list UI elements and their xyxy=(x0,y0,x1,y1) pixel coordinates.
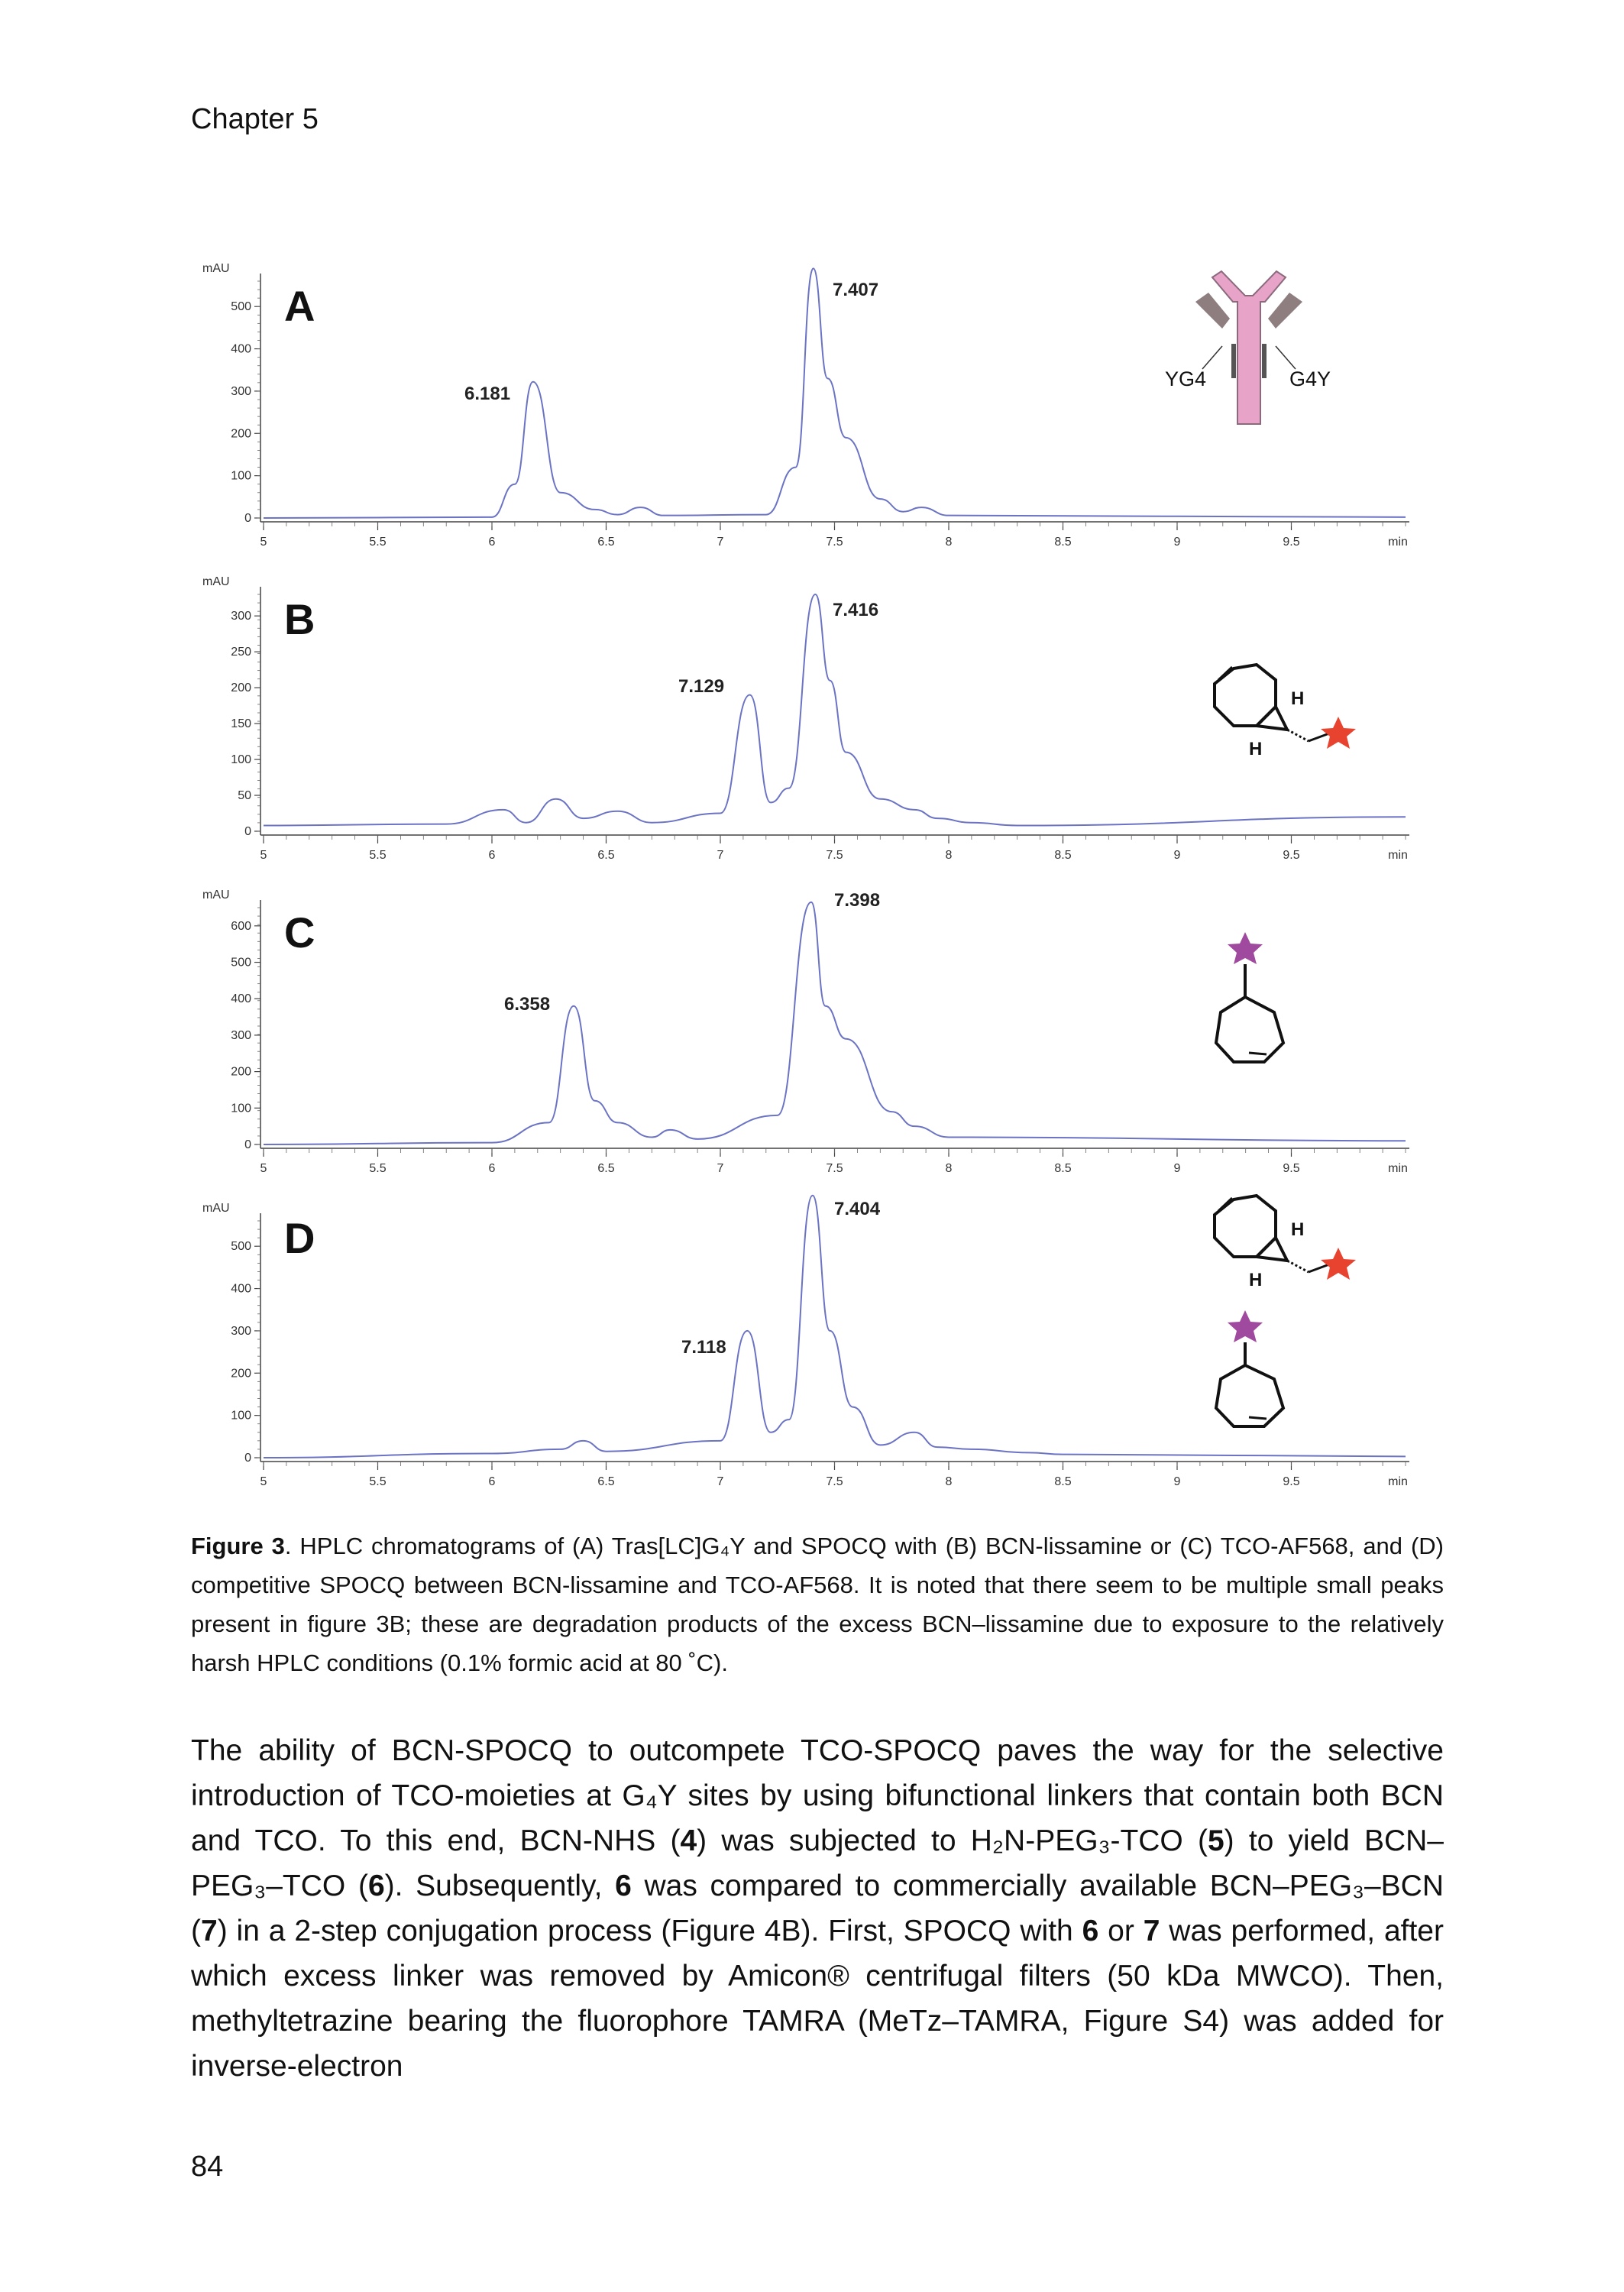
x-tick-label: 9.5 xyxy=(1283,1162,1300,1175)
y-unit-label: mAU xyxy=(202,262,230,275)
x-tick-label: 5 xyxy=(260,849,267,862)
h-label: H xyxy=(1291,1219,1305,1240)
panel-d xyxy=(202,1196,1409,1488)
bcn-lissamine-icon xyxy=(1215,665,1356,759)
x-tick-label: 7 xyxy=(717,849,724,862)
y-tick-label: 200 xyxy=(231,681,251,695)
peak-label: 7.407 xyxy=(833,280,879,300)
body-text-segment: The ability of BCN-SPOCQ to outcompete TCO-SPOCQ paves the way for the selective introduction of TCO-moieties at G₄Y sites by using bifunctional linkers that contain both BCN and TCO. To this end, BCN-NHS ( xyxy=(191,1734,1444,1857)
x-tick-label: 8 xyxy=(945,1162,953,1175)
x-tick-label: min xyxy=(1388,1162,1408,1175)
y-tick-label: 50 xyxy=(238,789,251,803)
body-paragraph xyxy=(191,1728,1444,2089)
x-tick-label: 8.5 xyxy=(1054,849,1072,862)
h-label: H xyxy=(1291,688,1305,709)
x-tick-label: 9.5 xyxy=(1283,1475,1300,1488)
y-tick-label: 150 xyxy=(231,717,251,731)
running-header: Chapter 5 xyxy=(191,103,319,135)
peak-label: 6.181 xyxy=(464,384,511,404)
x-tick-label: 5.5 xyxy=(369,1475,387,1488)
x-tick-label: 9.5 xyxy=(1283,536,1300,549)
x-tick-label: 6.5 xyxy=(597,536,615,549)
x-tick-label: 8 xyxy=(945,1475,953,1488)
panel-letter-d: D xyxy=(284,1214,315,1262)
x-tick-label: 6.5 xyxy=(597,849,615,862)
x-tick-label: min xyxy=(1388,849,1408,862)
y-tick-label: 300 xyxy=(231,610,251,623)
x-tick-label: 6.5 xyxy=(597,1475,615,1488)
y-unit-label: mAU xyxy=(202,1202,230,1215)
panel-b xyxy=(202,575,1409,862)
h-label: H xyxy=(1249,739,1263,759)
y-unit-label: mAU xyxy=(202,575,230,588)
page-number: 84 xyxy=(191,2151,224,2183)
peak-label: 7.129 xyxy=(678,676,725,697)
x-tick-label: 5.5 xyxy=(369,536,387,549)
purple-star-icon xyxy=(1228,1310,1263,1342)
caption-text: . HPLC chromatograms of (A) Tras[LC]G₄Y and SPOCQ with (B) BCN-lissamine or (C) TCO-AF568, and (D) competitive SPOCQ between BCN-lissamine and TCO-AF568. It is noted that there seem to be multiple small peaks present in figure 3B; these are degradation products of the excess BCN–lissamine due to exposure to the relatively harsh HPLC conditions (0.1% formic acid at 80 ˚C). xyxy=(191,1533,1444,1676)
y-tick-label: 0 xyxy=(244,1452,251,1465)
x-tick-label: 9 xyxy=(1173,1475,1181,1488)
y-tick-label: 400 xyxy=(231,342,251,356)
y-tick-label: 400 xyxy=(231,992,251,1006)
x-tick-label: 6 xyxy=(488,1162,496,1175)
y-tick-label: 600 xyxy=(231,919,251,933)
compound-number: 7 xyxy=(201,1915,218,1947)
body-text-segment: ) in a 2-step conjugation process (Figure 4B). First, SPOCQ with xyxy=(217,1915,1082,1947)
panel-a xyxy=(202,262,1409,549)
x-tick-label: 8 xyxy=(945,536,953,549)
x-tick-label: 9 xyxy=(1173,536,1181,549)
y-tick-label: 0 xyxy=(244,512,251,525)
figure-caption xyxy=(191,1526,1444,1682)
body-text-segment: or xyxy=(1098,1915,1144,1947)
x-tick-label: min xyxy=(1388,1475,1408,1488)
body-text-segment: ) to yield BCN–PEG₃–TCO ( xyxy=(191,1824,1444,1902)
red-star-icon xyxy=(1321,717,1356,749)
x-tick-label: 9 xyxy=(1173,1162,1181,1175)
x-tick-label: 5 xyxy=(260,1475,267,1488)
y-tick-label: 0 xyxy=(244,1138,251,1151)
x-tick-label: 7.5 xyxy=(826,536,843,549)
y-tick-label: 200 xyxy=(231,1367,251,1381)
purple-star-icon xyxy=(1228,932,1263,964)
x-tick-label: 5.5 xyxy=(369,1162,387,1175)
figure-label: Figure 3 xyxy=(191,1533,285,1559)
red-star-icon xyxy=(1321,1248,1356,1280)
peak-label: 7.118 xyxy=(681,1337,726,1358)
y-tick-label: 0 xyxy=(244,825,251,838)
compound-number: 6 xyxy=(367,1870,385,1902)
bcn-lissamine-icon xyxy=(1215,1196,1356,1290)
x-tick-label: 6 xyxy=(488,849,496,862)
panel-letter-b: B xyxy=(284,595,315,643)
y-tick-label: 250 xyxy=(231,646,251,659)
y-tick-label: 200 xyxy=(231,427,251,441)
g4y-label: G4Y xyxy=(1289,367,1331,390)
compound-number: 5 xyxy=(1207,1824,1224,1857)
y-tick-label: 100 xyxy=(231,1102,251,1115)
h-label: H xyxy=(1249,1270,1263,1290)
y-unit-label: mAU xyxy=(202,889,230,902)
y-tick-label: 300 xyxy=(231,1324,251,1338)
x-tick-label: 5 xyxy=(260,1162,267,1175)
body-text-segment: was performed, after which excess linker was removed by Amicon® centrifugal filters (50 kDa MWCO). Then, methyltetrazine bearing the fluorophore TAMRA (MeTz–TAMRA, Figure S4) was added for inverse-electron xyxy=(191,1915,1444,2083)
x-tick-label: 8.5 xyxy=(1054,536,1072,549)
x-tick-label: 6 xyxy=(488,1475,496,1488)
peak-label: 7.398 xyxy=(834,890,881,911)
chromatogram-trace xyxy=(264,268,1406,518)
peak-label: 7.404 xyxy=(834,1199,881,1219)
y-tick-label: 500 xyxy=(231,956,251,970)
panel-letter-c: C xyxy=(284,908,315,957)
x-tick-label: 7 xyxy=(717,1162,724,1175)
x-tick-label: 8.5 xyxy=(1054,1162,1072,1175)
x-tick-label: 9 xyxy=(1173,849,1181,862)
compound-number: 6 xyxy=(615,1870,632,1902)
y-tick-label: 400 xyxy=(231,1282,251,1296)
x-tick-label: 8 xyxy=(945,849,953,862)
y-tick-label: 500 xyxy=(231,300,251,314)
x-tick-label: 7 xyxy=(717,536,724,549)
compound-number: 6 xyxy=(1082,1915,1099,1947)
x-tick-label: 7.5 xyxy=(826,1475,843,1488)
chromatogram-trace xyxy=(264,594,1406,825)
panel-c xyxy=(202,889,1409,1175)
panel-letter-a: A xyxy=(284,282,315,330)
x-tick-label: 9.5 xyxy=(1283,849,1300,862)
y-tick-label: 200 xyxy=(231,1065,251,1079)
antibody-icon xyxy=(1165,271,1331,424)
tco-af568-icon xyxy=(1216,1310,1283,1426)
x-tick-label: 7 xyxy=(717,1475,724,1488)
peak-label: 6.358 xyxy=(504,994,551,1015)
peak-label: 7.416 xyxy=(833,600,879,620)
y-tick-label: 100 xyxy=(231,753,251,767)
body-text-segment: ). Subsequently, xyxy=(384,1870,616,1902)
x-tick-label: 8.5 xyxy=(1054,1475,1072,1488)
x-tick-label: 6.5 xyxy=(597,1162,615,1175)
hplc-figure xyxy=(183,252,1444,1505)
x-tick-label: 7.5 xyxy=(826,1162,843,1175)
compound-number: 7 xyxy=(1143,1915,1160,1947)
y-tick-label: 100 xyxy=(231,1409,251,1423)
yg4-label: YG4 xyxy=(1165,367,1207,390)
y-tick-label: 300 xyxy=(231,1028,251,1042)
y-tick-label: 300 xyxy=(231,384,251,398)
x-tick-label: 7.5 xyxy=(826,849,843,862)
x-tick-label: min xyxy=(1388,536,1408,549)
y-tick-label: 100 xyxy=(231,469,251,483)
x-tick-label: 5.5 xyxy=(369,849,387,862)
chromatogram-trace xyxy=(264,902,1406,1144)
compound-number: 4 xyxy=(680,1824,697,1857)
body-text-segment: ) was subjected to H₂N-PEG₃-TCO ( xyxy=(697,1824,1208,1857)
x-tick-label: 6 xyxy=(488,536,496,549)
body-text-segment: was compared to commercially available BCN–PEG₃–BCN ( xyxy=(191,1870,1444,1947)
tco-af568-icon xyxy=(1216,932,1283,1062)
x-tick-label: 5 xyxy=(260,536,267,549)
y-tick-label: 500 xyxy=(231,1240,251,1254)
